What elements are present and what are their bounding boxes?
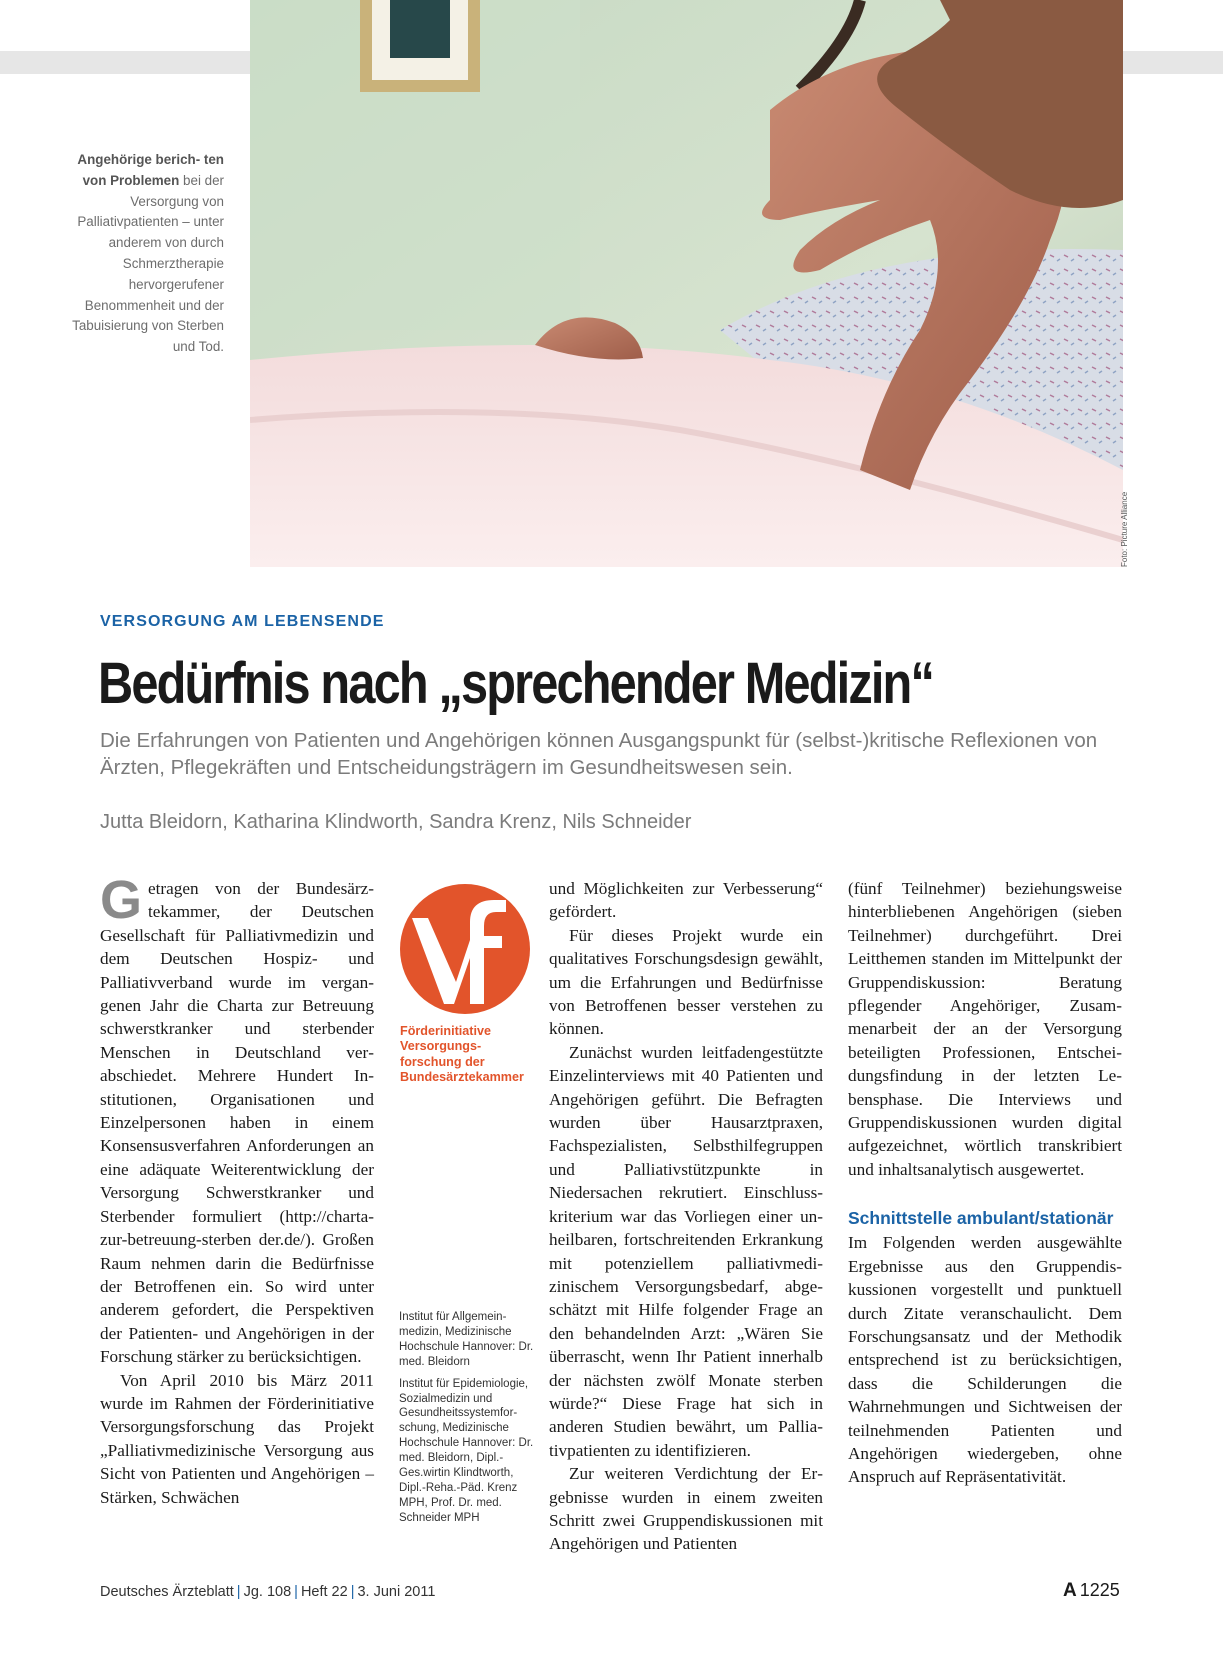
article-photo (250, 0, 1123, 567)
journal-date: 3. Juni 2011 (357, 1584, 436, 1600)
journal-name: Deutsches Ärzteblatt (100, 1584, 234, 1600)
article-kicker: VERSORGUNG AM LEBENSENDE (100, 613, 385, 630)
affiliation: Institut für Allgemeinmedizin, Medizinische Hochschule Hannover: Dr. med. Bleidorn (399, 1311, 534, 1368)
paragraph: Im Folgenden werden ausgewählte Ergebnisse aus den Gruppendiskussionen vorgestellt und punktuell durch Zitate veranschaulicht. Dem Forschungsansatz und der Methodik entsprechend ist zu berücksichtigen, dass die Schilderungen die Wahrnehmungen und Sichtweisen der teilnehmenden Patienten und Angehörigen wiedergeben, ohne Anspruch auf Repräsentativität. (848, 1233, 1122, 1487)
foerderinitiative-logo (398, 882, 532, 1016)
paragraph: und Möglichkeiten zur Verbesserung“ gefördert. (549, 879, 823, 922)
page-prefix: A (1063, 1580, 1077, 1601)
separator: | (236, 1584, 241, 1600)
caption-text: bei der Versorgung von Palliativpatienten – unter anderem von durch Schmerztherapie hervorgerufener Benommenheit und der Tabuisierung von Sterben und Tod. (72, 172, 224, 355)
paragraph: Zur weiteren Verdichtung der Ergebnisse wurden in einem zweiten Schritt zwei Gruppendiskussionen mit Angehörigen und Patienten (549, 1464, 823, 1554)
section-heading: Schnittstelle ambulant/stationär (848, 1208, 1114, 1229)
separator: | (350, 1584, 355, 1600)
text-column-1 (100, 870, 374, 1509)
footer-journal-info (100, 1584, 435, 1600)
article-authors: Jutta Bleidorn, Katharina Klindworth, Sandra Krenz, Nils Schneider (100, 811, 692, 833)
photo-caption (70, 150, 224, 358)
page-number-value: 1225 (1079, 1580, 1120, 1600)
paragraph: Für dieses Projekt wurde ein qualitatives Forschungsdesign gewählt, um die Erfahrungen und Bedürfnisse von Betroffenen besser verstehen zu können. (549, 925, 823, 1039)
paragraph: Von April 2010 bis März 2011 wurde im Rahmen der Förderinitiative Versorgungsforschung das Projekt „Palliativmedizinische Versorgung aus Sicht von Patienten und Angehörigen – Stärken, Schwächen (100, 1370, 374, 1507)
logo-line: forschung der (400, 1054, 485, 1069)
affiliation: Institut für Epidemiologie, Sozialmedizin und Gesundheitssystemforschung, Medizinische Hochschule Hannover: Dr. med. Bleidorn, Dipl.-Ges.wirtin Klindtworth, Dipl.-Reha.-Päd. Krenz MPH, Prof. Dr. med. Schneider MPH (399, 1377, 534, 1524)
text-column-4 (848, 877, 1122, 1489)
caption-lead: Angehörige berich- ten von Problemen (77, 152, 224, 188)
paragraph: Zunächst wurden leitfadengestützte Einzelinterviews mit 40 Patienten und Angehörigen geführt. Die Befragten wurden über Hausarztpraxen, Fachspezialisten, Selbsthilfegruppen und Palliativstützpunkte in Niedersachen rekrutiert. Einschlusskriterium war das Vorliegen einer unheilbaren, fortschreitenden Erkrankung mit potenziellem palliativmedizinischem Versorgungsbedarf, abgeschätzt mit Hilfe folgender Frage an den behandelnden Arzt: „Wären Sie überrascht, wenn Ihr Patient innerhalb der nächsten zwölf Monate sterben würde?“ Diese Frage hat sich in anderen Studien bewährt, um Palliativpatienten zu identifizieren. (549, 1042, 823, 1460)
drop-cap: G (100, 870, 143, 930)
text-column-3 (549, 877, 823, 1556)
separator: | (294, 1584, 298, 1600)
journal-issue: Heft 22 (300, 1584, 348, 1600)
author-affiliations (399, 1310, 534, 1533)
logo-line: Versorgungs- (400, 1039, 482, 1054)
journal-volume: Jg. 108 (243, 1584, 292, 1600)
logo-text (400, 1024, 524, 1086)
article-subtitle: Die Erfahrungen von Patienten und Angehörigen können Ausgangspunkt für (selbst-)kritische Reflexionen von Ärzten, Pflegekräften und Entscheidungsträgern im Gesundheitswesen sein. (100, 729, 1098, 779)
article-headline: Bedürfnis nach „sprechender Medizin“ (98, 651, 933, 716)
paragraph (100, 870, 374, 1369)
page-number (1063, 1580, 1120, 1602)
logo-line: Förderinitiative (400, 1024, 491, 1038)
paragraph: (fünf Teilnehmer) beziehungsweise hinterbliebenen Angehörigen (sieben Teilnehmer) durchgeführt. Drei Leitthemen standen im Mittelpunkt der Gruppendiskussion: Beratung pflegender Angehöriger, Zusammenarbeit der an der Versorgung beteiligten Professionen, Entscheidungsfindung in der letzten Lebensphase. Die Interviews und Gruppendiskussionen wurden digital aufgezeichnet, wörtlich transkribiert und inhaltsanalytisch ausgewertet. (848, 879, 1122, 1179)
logo-line: Bundesärztekammer (400, 1070, 524, 1085)
photo-credit: Foto: Picture Alliance (1120, 491, 1129, 567)
paragraph-text: etragen von der Bundesärztekammer, der Deutschen Gesellschaft für Palliativmedizin und dem Deutschen Hospiz- und Palliativverband wurde im vergangenen Jahr die Charta zur Betreuung schwerstkranker und sterbender Menschen in Deutschland verabschiedet. Mehrere Hundert Institutionen, Organisationen und Einzelpersonen haben in einem Konsensusverfahren Anforderungen an eine adäquate Weiterentwicklung der Versorgung Schwerstkranker und Sterbender formuliert (http://charta-zur-betreuung-sterben der.de/). Großen Raum nehmen darin die Bedürfnisse der Betroffenen ein. So wird unter anderem gefordert, die Perspektiven der Patienten- und Angehörigen in der Forschung stärker zu berücksichtigen. (100, 879, 374, 1367)
